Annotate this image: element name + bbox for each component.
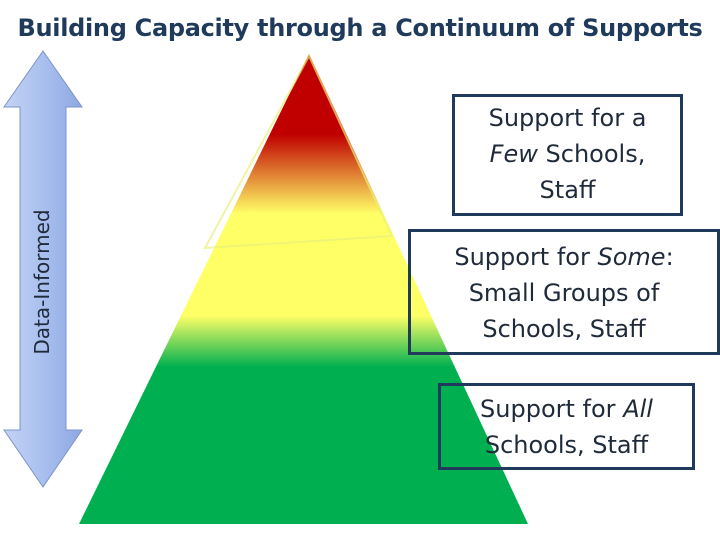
- tier-some-prefix: Support for: [454, 243, 590, 271]
- slide-title: Building Capacity through a Continuum of Supports: [17, 14, 703, 42]
- tier-all-line1: [441, 391, 692, 427]
- tier-some-suffix: Small Groups of Schools, Staff: [468, 279, 660, 343]
- tier-box-few: [452, 94, 683, 216]
- tier-few-line2: [455, 136, 680, 208]
- data-informed-label: Data-Informed: [30, 209, 54, 355]
- tier-all-prefix: Support for: [480, 395, 616, 423]
- tier-few-line1: Support for a: [488, 104, 647, 132]
- tier-all-emphasis: All: [623, 395, 653, 423]
- tier-some-line1: Support for Some:: [454, 243, 674, 271]
- tier-box-all: [438, 383, 695, 470]
- tier-few-suffix: Schools, Staff: [539, 140, 646, 204]
- tier-all-suffix: Schools, Staff: [484, 431, 649, 459]
- tier-box-some: [408, 229, 720, 355]
- tier-some-emphasis: Some: [597, 243, 666, 271]
- tier-few-emphasis: Few: [489, 140, 538, 168]
